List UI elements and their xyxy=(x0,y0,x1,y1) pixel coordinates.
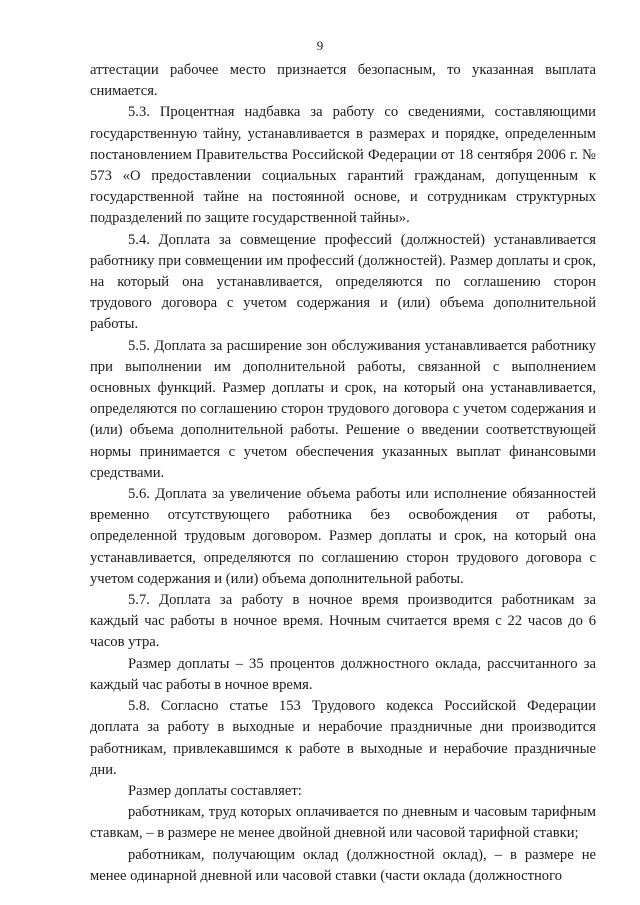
paragraph-5-3: 5.3. Процентная надбавка за работу со сведениями, составляющими государственную тайну, устанавливается в размерах и порядке, определенным постановлением Правительства Российской Федерации от 18 сентября 2006 г. № 573 «О предоставлении социальных гарантий гражданам, допущенным к государственной тайне на постоянной основе, и сотрудникам структурных подразделений по защите государственной тайны». xyxy=(90,104,596,227)
paragraph-5-7: 5.7. Доплата за работу в ночное время производится работникам за каждый час работы в ночное время. Ночным считается время с 22 часов до 6 часов утра. xyxy=(90,592,596,651)
paragraph-5-6: 5.6. Доплата за увеличение объема работы или исполнение обязанностей временно отсутствующего работника без освобождения от работы, определенной трудовым договором. Размер доплаты и срок, на который она устанавливается, определяются по соглашению сторон трудового договора с учетом содержания и (или) объема дополнительной работы. xyxy=(90,486,596,587)
document-body xyxy=(90,60,596,887)
paragraph-night-rate: Размер доплаты – 35 процентов должностного оклада, рассчитанного за каждый час работы в ночное время. xyxy=(90,655,596,693)
paragraph-continuation: аттестации рабочее место признается безопасным, то указанная выплата снимается. xyxy=(90,62,596,100)
paragraph-hourly-workers: работникам, труд которых оплачивается по дневным и часовым тарифным ставкам, – в размере не менее двойной дневной или часовой тарифной ставки; xyxy=(90,804,596,842)
page-number: 9 xyxy=(316,38,324,53)
paragraph-5-5: 5.5. Доплата за расширение зон обслуживания устанавливается работнику при выполнении им дополнительной работы, связанной с выполнением основных функций. Размер доплаты и срок, на который она устанавливается, определяются по соглашению сторон трудового договора с учетом содержания и (или) объема дополнительной работы. Решение о введении соответствующей нормы принимается с учетом обеспечения указанных выплат финансовыми средствами. xyxy=(90,337,596,481)
paragraph-5-4: 5.4. Доплата за совмещение профессий (должностей) устанавливается работнику при совмещении им профессий (должностей). Размер доплаты и срок, на который она устанавливается, определяются по соглашению сторон трудового договора с учетом содержания и (или) объема дополнительной работы. xyxy=(90,231,596,333)
paragraph-rate-intro: Размер доплаты составляет: xyxy=(128,782,302,799)
paragraph-salaried-workers: работникам, получающим оклад (должностной оклад), – в размере не менее одинарной дневной или часовой ставки (части оклада (должностного xyxy=(90,846,596,884)
paragraph-5-8: 5.8. Согласно статье 153 Трудового кодекса Российской Федерации доплата за работу в выходные и нерабочие праздничные дни производится работникам, привлекавшимся к работе в выходные и нерабочие праздничные дни. xyxy=(90,698,596,778)
